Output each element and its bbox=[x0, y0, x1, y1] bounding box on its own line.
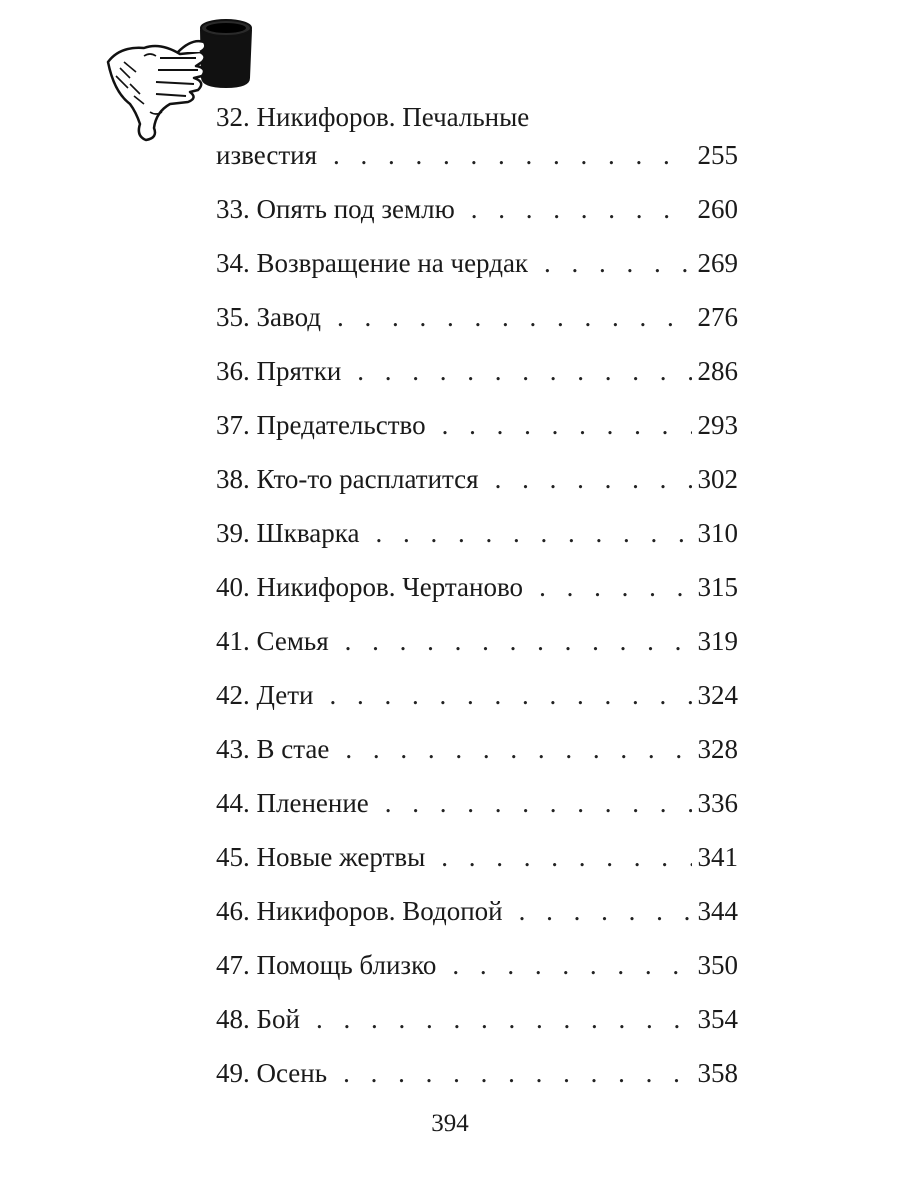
dot-leader bbox=[442, 406, 692, 444]
dot-leader bbox=[337, 298, 691, 336]
toc-entry-title: 34. Возвращение на чердак bbox=[216, 248, 529, 278]
toc-entry bbox=[216, 460, 738, 498]
toc-entry-title: 35. Завод bbox=[216, 302, 322, 332]
toc-entry bbox=[216, 298, 738, 336]
toc-page-number: 293 bbox=[697, 410, 738, 440]
toc-page-number: 344 bbox=[697, 896, 738, 926]
toc-page-number: 324 bbox=[697, 680, 738, 710]
table-of-contents bbox=[216, 98, 738, 1092]
toc-page-number: 336 bbox=[697, 788, 738, 818]
toc-page-number: 341 bbox=[697, 842, 738, 872]
toc-entry bbox=[216, 730, 738, 768]
dot-leader bbox=[519, 892, 692, 930]
toc-entry-title: 33. Опять под землю bbox=[216, 194, 455, 224]
toc-entry-title: 41. Семья bbox=[216, 626, 329, 656]
toc-entry bbox=[216, 190, 738, 228]
toc-entry bbox=[216, 1054, 738, 1092]
toc-entry bbox=[216, 514, 738, 552]
page-number-footer: 394 bbox=[431, 1110, 469, 1137]
toc-entry bbox=[216, 568, 738, 606]
toc-entry bbox=[216, 946, 738, 984]
toc-entry bbox=[216, 838, 738, 876]
toc-page-number: 286 bbox=[697, 356, 738, 386]
toc-entry-title: 32. Никифоров. Печальные bbox=[216, 102, 530, 132]
toc-page-number: 255 bbox=[697, 140, 738, 170]
dot-leader bbox=[495, 460, 692, 498]
toc-page-number: 310 bbox=[697, 518, 738, 548]
toc-page-number: 358 bbox=[697, 1058, 738, 1088]
toc-entry bbox=[216, 98, 738, 174]
dot-leader bbox=[343, 1054, 691, 1092]
toc-entry-title: 49. Осень bbox=[216, 1058, 328, 1088]
toc-entry-title: 37. Предательство bbox=[216, 410, 426, 440]
toc-page-number: 276 bbox=[697, 302, 738, 332]
toc-entry bbox=[216, 622, 738, 660]
toc-page-number: 354 bbox=[697, 1004, 738, 1034]
dot-leader bbox=[539, 568, 691, 606]
toc-entry-title: 39. Шкварка bbox=[216, 518, 360, 548]
dot-leader bbox=[452, 946, 691, 984]
toc-entry bbox=[216, 1000, 738, 1038]
toc-page-number: 260 bbox=[697, 194, 738, 224]
toc-entry-title: известия bbox=[216, 140, 318, 170]
dot-leader bbox=[357, 352, 691, 390]
dot-leader bbox=[329, 676, 691, 714]
toc-page-number: 328 bbox=[697, 734, 738, 764]
dot-leader bbox=[375, 514, 691, 552]
dot-leader bbox=[316, 1000, 692, 1038]
toc-entry bbox=[216, 244, 738, 282]
dot-leader bbox=[333, 136, 691, 174]
dot-leader bbox=[345, 730, 691, 768]
toc-page-number: 315 bbox=[697, 572, 738, 602]
toc-entry bbox=[216, 352, 738, 390]
dot-leader bbox=[345, 622, 692, 660]
toc-entry-title: 48. Бой bbox=[216, 1004, 300, 1034]
toc-entry-title: 45. Новые жертвы bbox=[216, 842, 426, 872]
dot-leader bbox=[471, 190, 692, 228]
toc-page-number: 350 bbox=[697, 950, 738, 980]
toc-entry-title: 47. Помощь близко bbox=[216, 950, 437, 980]
toc-entry-title: 46. Никифоров. Водопой bbox=[216, 896, 503, 926]
toc-page-number: 302 bbox=[697, 464, 738, 494]
toc-entry-title: 42. Дети bbox=[216, 680, 314, 710]
dot-leader bbox=[544, 244, 691, 282]
dot-leader bbox=[441, 838, 691, 876]
toc-entry-title: 36. Прятки bbox=[216, 356, 342, 386]
toc-entry-title-line bbox=[216, 98, 738, 136]
toc-entry-title: 44. Пленение bbox=[216, 788, 369, 818]
toc-entry-title: 43. В стае bbox=[216, 734, 330, 764]
toc-page-number: 319 bbox=[697, 626, 738, 656]
toc-entry-title: 38. Кто-то расплатится bbox=[216, 464, 479, 494]
toc-entry bbox=[216, 676, 738, 714]
toc-entry bbox=[216, 406, 738, 444]
toc-entry-title: 40. Никифоров. Чертаново bbox=[216, 572, 524, 602]
toc-page-number: 269 bbox=[697, 248, 738, 278]
toc-entry bbox=[216, 784, 738, 822]
toc-entry bbox=[216, 892, 738, 930]
dot-leader bbox=[385, 784, 692, 822]
